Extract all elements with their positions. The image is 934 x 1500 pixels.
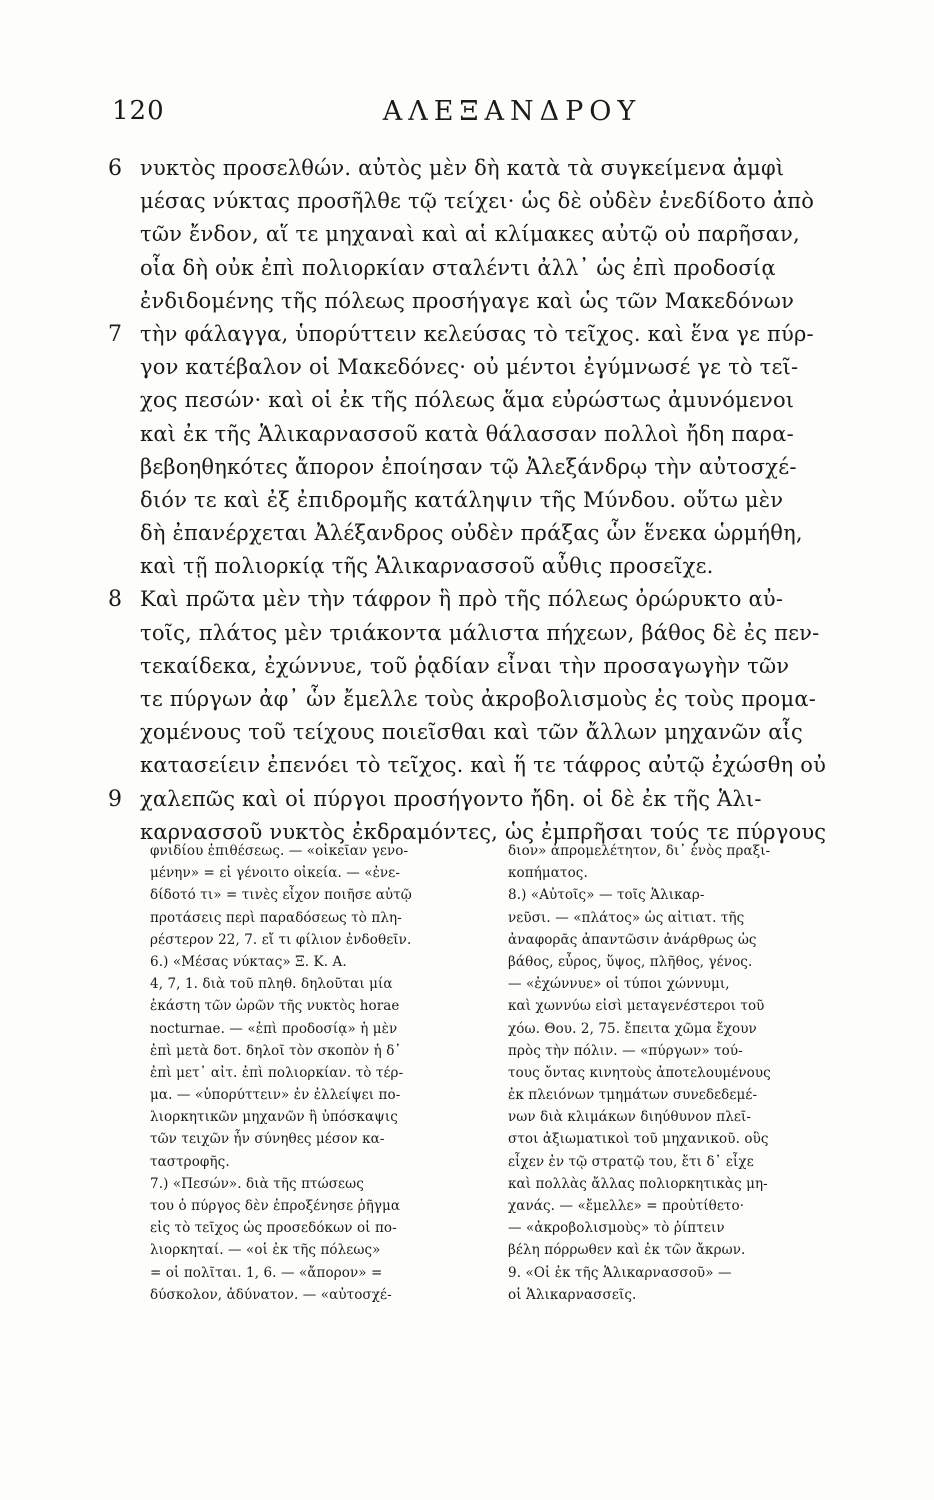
section-number: 6 <box>108 156 123 181</box>
footnotes-left-column <box>150 840 490 1306</box>
footnote-line: μα. — «ὑπορύττειν» ἐν ἐλλείψει πο- <box>150 1087 401 1104</box>
line-text: βεβοηθηκότες ἄπορον ἐποίησαν τῷ Ἀλεξάνδρῳ τὴν αὐτοσχέ- <box>140 454 797 479</box>
line-text: τε πύργων ἀφ᾽ ὧν ἔμελλε τοὺς ἀκροβολισμοὺς ἐς τοὺς προμα- <box>140 687 816 711</box>
footnote-line: μένην» = εἰ γένοιτο οἰκεία. — «ἐνε- <box>150 865 400 882</box>
text-line <box>80 484 830 517</box>
footnote-line: καὶ πολλὰς ἄλλας πολιορκητικὰς μη- <box>508 1175 768 1192</box>
line-text: δὴ ἐπανέρχεται Ἀλέξανδρος οὐδὲν πράξας ὧν ἕνεκα ὡρμήθη, <box>140 521 803 546</box>
footnote-line: πρὸς τὴν πόλιν. — «πύργων» τού- <box>508 1042 743 1059</box>
footnote-line: — «ἐχώννυε» οἱ τύποι χώννυμι, <box>508 976 730 993</box>
footnote-line: νων διὰ κλιμάκων διηύθυνον πλεῖ- <box>508 1109 752 1126</box>
footnote-line: ἐπὶ μετὰ δοτ. δηλοῖ τὸν σκοπὸν ἡ δ᾽ <box>150 1042 402 1059</box>
line-text: καὶ τῇ πολιορκίᾳ τῆς Ἁλικαρνασσοῦ αὖθις προσεῖχε. <box>140 554 714 579</box>
footnote-line: εἰς τὸ τεῖχος ὡς προσεδόκων οἱ πο- <box>150 1220 397 1237</box>
footnote-line: κοπήματος. <box>508 865 588 882</box>
footnote-line: οἱ Ἁλικαρνασσεῖς. <box>508 1286 637 1303</box>
footnote-line: 4, 7, 1. διὰ τοῦ πληθ. δηλοῦται μία <box>150 976 393 993</box>
text-line <box>80 152 830 185</box>
line-text: κατασείειν ἐπενόει τὸ τεῖχος. καὶ ἥ τε τάφρος αὐτῷ ἐχώσθη οὐ <box>140 753 827 778</box>
footnote-line: ταστροφῆς. <box>150 1153 230 1170</box>
footnote-line: ἐπὶ μετ᾽ αἰτ. ἐπὶ πολιορκίαν. τὸ τέρ- <box>150 1064 404 1081</box>
footnotes-right-column <box>508 840 848 1306</box>
text-line <box>80 318 830 351</box>
text-line <box>80 783 830 816</box>
line-text: χος πεσών· καὶ οἱ ἐκ τῆς πόλεως ἅμα εὐρώστως ἀμυνόμενοι <box>140 388 795 413</box>
footnote-line: λιορκητικῶν μηχανῶν ἢ ὑπόσκαψις <box>150 1109 398 1126</box>
text-line <box>80 683 830 716</box>
line-text: καρνασσοῦ νυκτὸς ἐκδραμόντες, ὡς ἐμπρῆσαι τούς τε πύργους <box>140 819 827 844</box>
text-line <box>80 716 830 749</box>
footnote-line: ἑκάστη τῶν ὡρῶν τῆς νυκτὸς horae <box>150 998 400 1015</box>
main-text <box>80 152 830 849</box>
footnote-line: καὶ χωννύω εἰσὶ μεταγενέστεροι τοῦ <box>508 998 765 1015</box>
line-text: χομένους τοῦ τείχους ποιεῖσθαι καὶ τῶν ἄλλων μηχανῶν αἷς <box>140 720 803 745</box>
footnote-line: νεῦσι. — «πλάτος» ὡς αἰτιατ. τῆς <box>508 909 745 926</box>
text-line <box>80 218 830 251</box>
footnote-line: προτάσεις περὶ παραδόσεως τὸ πλη- <box>150 909 402 926</box>
text-line <box>80 550 830 583</box>
line-text: τῶν ἔνδον, αἵ τε μηχαναὶ καὶ αἱ κλίμακες αὐτῷ οὐ παρῆσαν, <box>140 222 800 247</box>
line-text: ἐνδιδομένης τῆς πόλεως προσήγαγε καὶ ὡς τῶν Μακεδόνων <box>140 288 795 313</box>
line-text: νυκτὸς προσελθών. αὐτὸς μὲν δὴ κατὰ τὰ συγκείμενα ἀμφὶ <box>140 156 785 180</box>
footnote-line: βάθος, εὖρος, ὕψος, πλῆθος, γένος. <box>508 953 753 970</box>
footnote-line: nocturnae. — «ἐπὶ προδοσίᾳ» ἡ μὲν <box>150 1020 398 1037</box>
footnote-line: βέλη πόρρωθεν καὶ ἐκ τῶν ἄκρων. <box>508 1242 746 1259</box>
line-text: γον κατέβαλον οἱ Μακεδόνες· οὐ μέντοι ἐγύμνωσέ γε τὸ τεῖ- <box>140 355 799 380</box>
text-line <box>80 451 830 484</box>
text-line <box>80 384 830 417</box>
footnote-line: λιορκηταί. — «οἱ ἐκ τῆς πόλεως» <box>150 1242 381 1259</box>
section-number: 9 <box>108 786 123 812</box>
footnote-line: χανάς. — «ἔμελλε» = προὐτίθετο· <box>508 1198 745 1214</box>
text-line <box>80 517 830 550</box>
footnote-line: δίδοτό τι» = τινὲς εἶχον ποιῆσε αὐτῷ <box>150 887 412 904</box>
line-text: τὴν φάλαγγα, ὑπορύττειν κελεύσας τὸ τεῖχος. καὶ ἕνα γε πύρ- <box>140 321 814 346</box>
text-line <box>80 617 830 650</box>
running-head: ΑΛΕΞΑΝΔΡΟΥ <box>382 96 642 127</box>
footnote-line: = οἱ πολῖται. 1, 6. — «ἄπορον» = <box>150 1264 383 1281</box>
line-text: καὶ ἐκ τῆς Ἁλικαρνασσοῦ κατὰ θάλασσαν πολλοὶ ἤδη παρα- <box>140 421 794 446</box>
footnote-line: στοι ἀξιωματικοὶ τοῦ μηχανικοῦ. οὓς <box>508 1131 769 1148</box>
footnote-line: 8.) «Αὐτοῖς» — τοῖς Ἁλικαρ- <box>508 887 705 904</box>
footnote-line: ἀναφορᾶς ἀπαντῶσιν ἀνάρθρως ὡς <box>508 931 757 948</box>
line-text: μέσας νύκτας προσῆλθε τῷ τείχει· ὡς δὲ οὐδὲν ἐνεδίδοτο ἀπὸ <box>140 189 815 214</box>
text-line <box>80 418 830 451</box>
line-text: οἷα δὴ οὐκ ἐπὶ πολιορκίαν σταλέντι ἀλλ᾽ ὡς ἐπὶ προδοσίᾳ <box>140 255 776 280</box>
footnote-line: διον» ἀπρομελέτητον, δι᾽ ἑνὸς πραξι- <box>508 843 771 859</box>
footnote-line: εἶχεν ἐν τῷ στρατῷ του, ἔτι δ᾽ εἶχε <box>508 1153 754 1170</box>
text-line <box>80 252 830 285</box>
line-text: χαλεπῶς καὶ οἱ πύργοι προσήγοντο ἤδη. οἱ δὲ ἐκ τῆς Ἁλι- <box>140 786 762 811</box>
line-text: Καὶ πρῶτα μὲν τὴν τάφρον ἣ πρὸ τῆς πόλεως ὀρώρυκτο αὐ- <box>140 587 784 612</box>
footnote-line: ἐκ πλειόνων τμημάτων συνεδεδεμέ- <box>508 1087 758 1104</box>
section-number: 8 <box>108 587 123 613</box>
text-line <box>80 351 830 384</box>
text-line <box>80 749 830 782</box>
footnote-line: 6.) «Μέσας νύκτας» Ξ. Κ. Α. <box>150 953 347 970</box>
footnote-line: — «ἀκροβολισμοὺς» τὸ ῥίπτειν <box>508 1220 725 1237</box>
text-line <box>80 650 830 683</box>
footnote-line: φνιδίου ἐπιθέσεως. — «οἰκεῖαν γενο- <box>150 843 409 859</box>
text-line <box>80 285 830 318</box>
footnote-line: του ὁ πύργος δὲν ἐπροξένησε ῥῆγμα <box>150 1198 401 1214</box>
footnote-line: δύσκολον, ἀδύνατον. — «αὐτοσχέ- <box>150 1286 392 1303</box>
text-line <box>80 583 830 616</box>
footnote-line: τῶν τειχῶν ἦν σύνηθες μέσον κα- <box>150 1131 385 1148</box>
footnote-line: τους ὄντας κινητοὺς ἀποτελουμένους <box>508 1064 771 1081</box>
footnote-line: χόω. Θου. 2, 75. ἔπειτα χῶμα ἔχουν <box>508 1020 757 1037</box>
text-line <box>80 185 830 218</box>
footnote-line: ρέστερον 22, 7. εἴ τι φίλιον ἐνδοθεῖν. <box>150 931 412 948</box>
footnote-line: 9. «Οἱ ἐκ τῆς Ἁλικαρνασσοῦ» — <box>508 1264 732 1281</box>
line-text: διόν τε καὶ ἐξ ἐπιδρομῆς κατάληψιν τῆς Μύνδου. οὕτω μὲν <box>140 487 784 512</box>
page-number: 120 <box>112 96 165 126</box>
line-text: τοῖς, πλάτος μὲν τριάκοντα μάλιστα πήχεων, βάθος δὲ ἐς πεν- <box>140 620 820 645</box>
line-text: τεκαίδεκα, ἐχώννυε, τοῦ ῥᾳδίαν εἶναι τὴν προσαγωγὴν τῶν <box>140 653 790 678</box>
footnote-line: 7.) «Πεσών». διὰ τῆς πτώσεως <box>150 1175 364 1192</box>
section-number: 7 <box>108 321 123 347</box>
